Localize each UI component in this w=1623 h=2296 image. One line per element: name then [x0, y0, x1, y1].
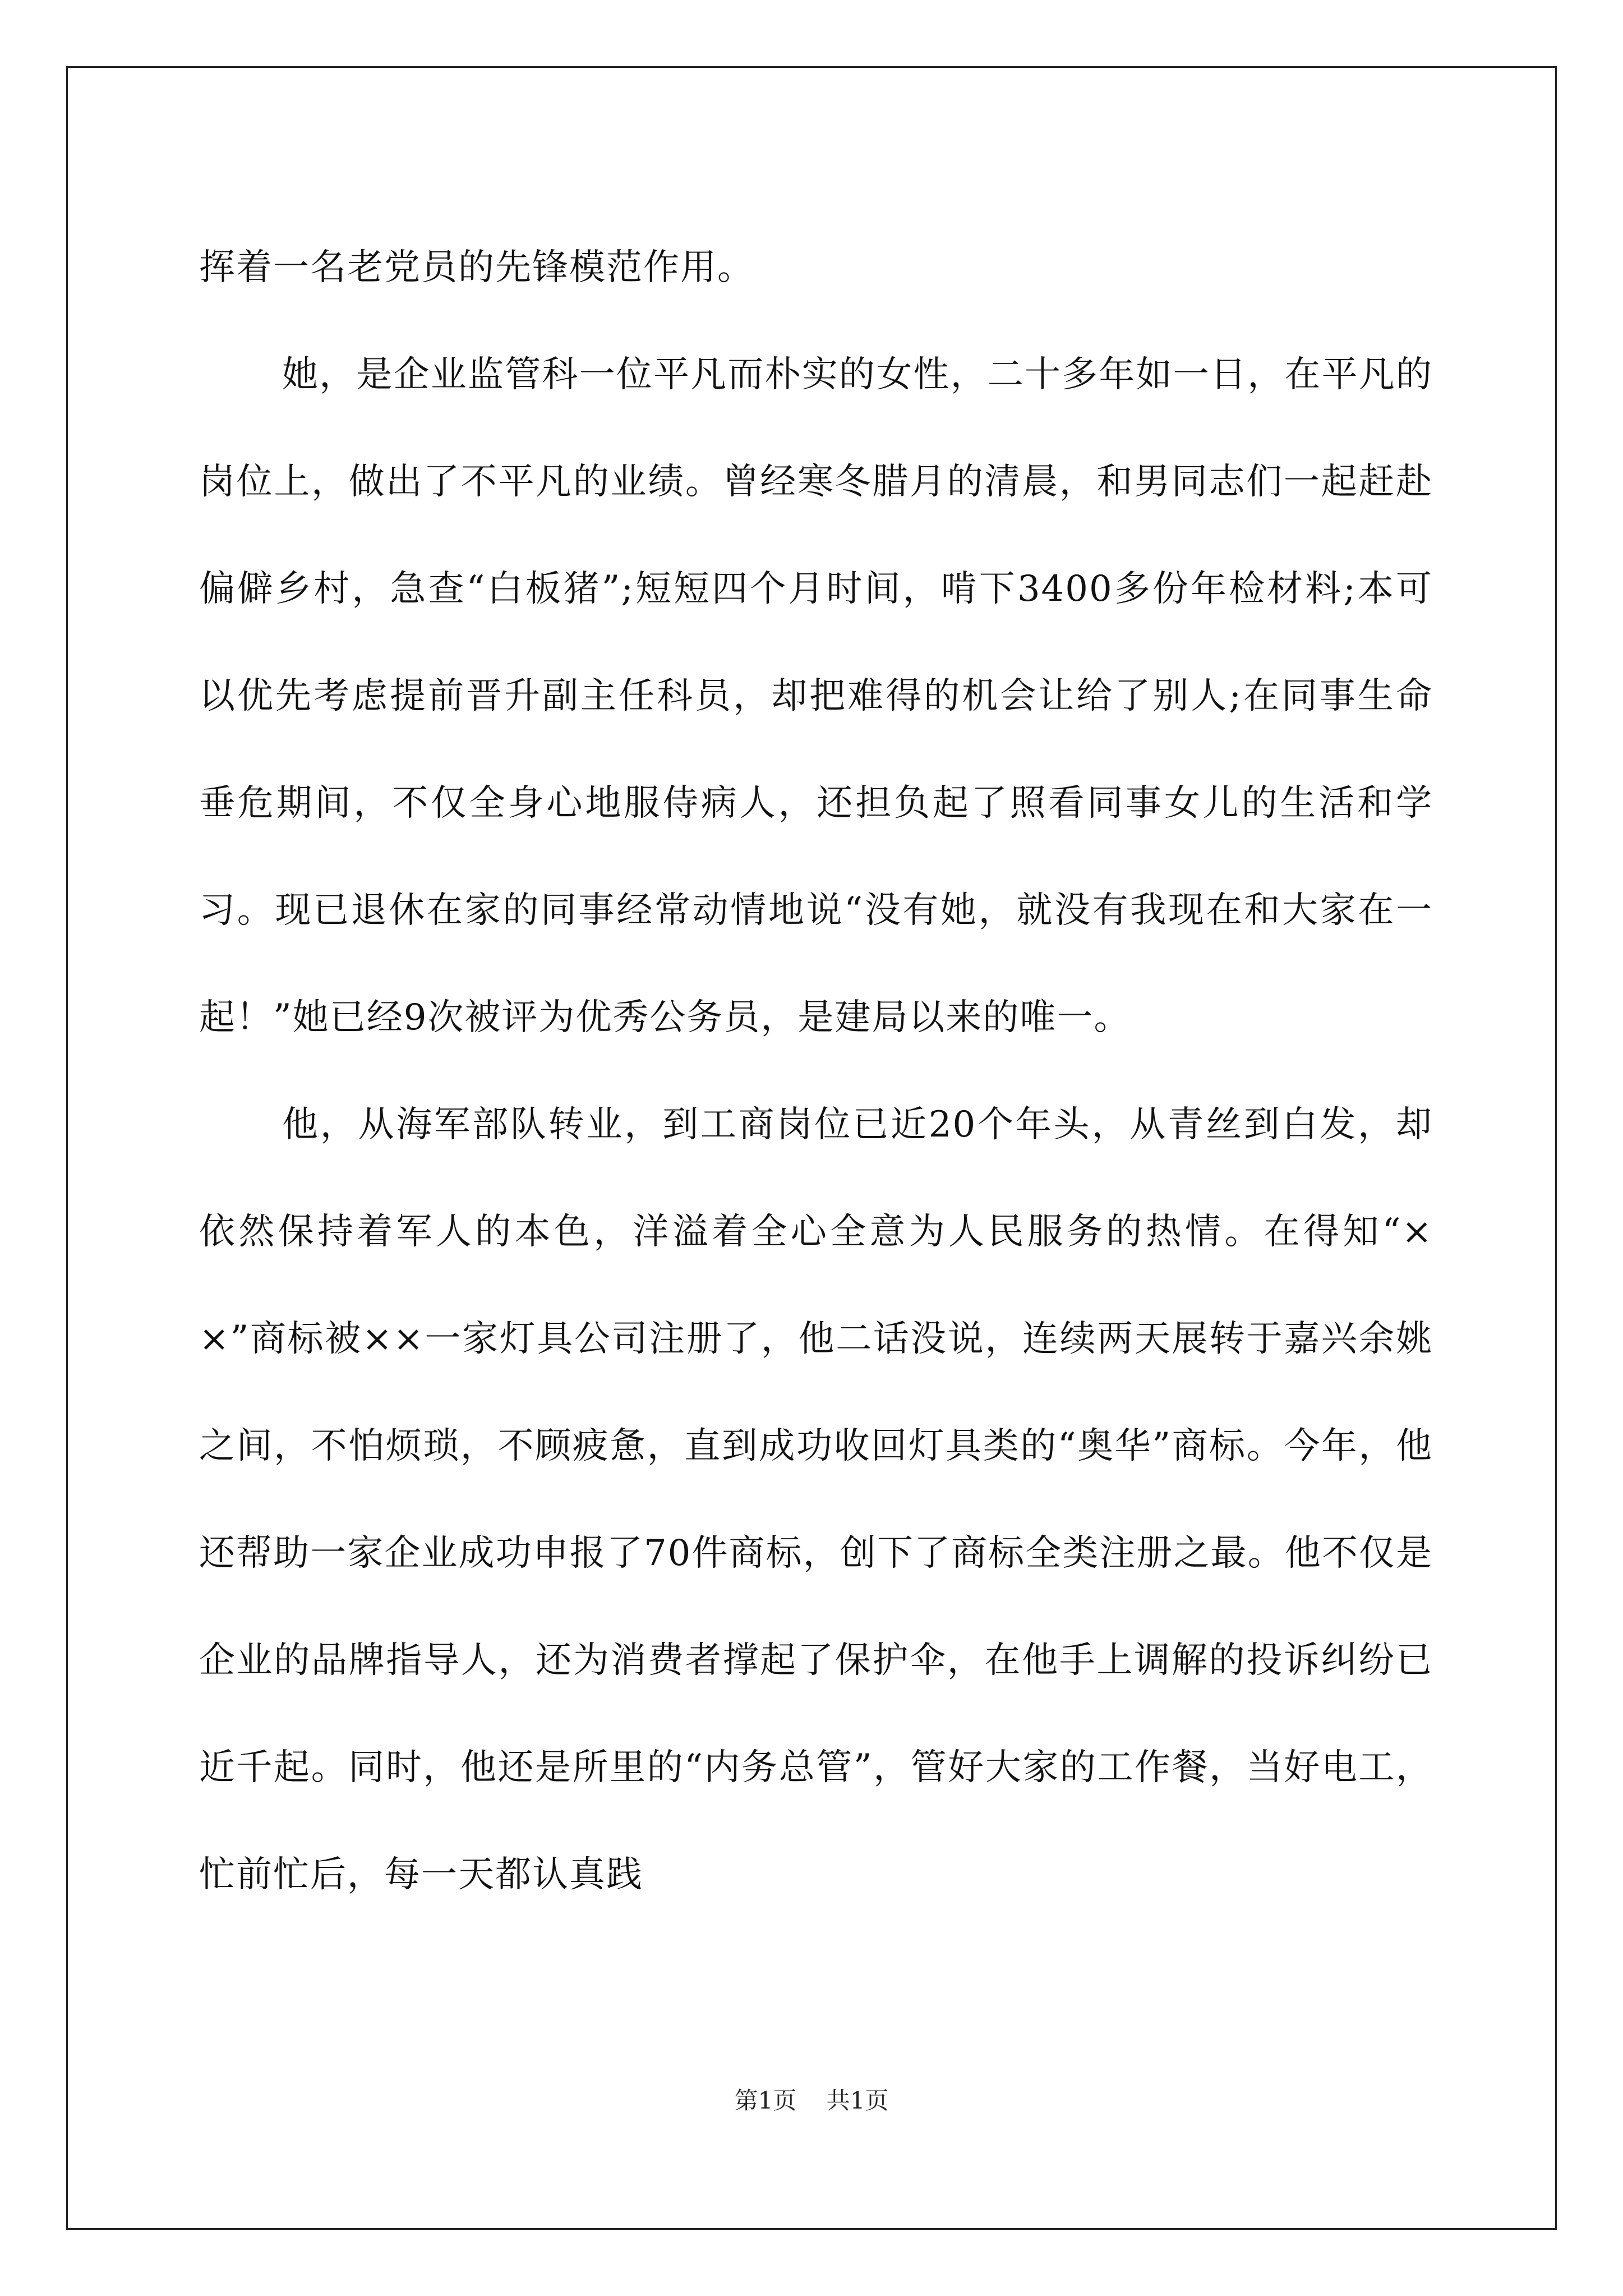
page-footer — [0, 2084, 1623, 2118]
paragraph-2: 她，是企业监管科一位平凡而朴实的女性，二十多年如一日，在平凡的岗位上，做出了不平凡的业绩。曾经寒冬腊月的清晨，和男同志们一起赶赴偏僻乡村，急查“白板猪”;短短四个月时间，啃下3400多份年检材料;本可以优先考虑提前晋升副主任科员，却把难得的机会让给了别人;在同事生命垂危期间，不仅全身心地服侍病人，还担负起了照看同事女儿的生活和学习。现已退休在家的同事经常动情地说“没有她，就没有我现在和大家在一起！”她已经9次被评为优秀公务员，是建局以来的唯一。 — [199, 354, 1433, 1038]
paragraph-3: 他，从海军部队转业，到工商岗位已近20个年头，从青丝到白发，却依然保持着军人的本色，洋溢着全心全意为人民服务的热情。在得知“××”商标被××一家灯具公司注册了，他二话没说，连续两天展转于嘉兴余姚之间，不怕烦琐，不顾疲惫，直到成功收回灯具类的“奥华”商标。今年，他还帮助一家企业成功申报了70件商标，创下了商标全类注册之最。他不仅是企业的品牌指导人，还为消费者撑起了保护伞，在他手上调解的投诉纠纷已近千起。同时，他还是所里的“内务总管”，管好大家的工作餐，当好电工，忙前忙后，每一天都认真践 — [199, 1104, 1433, 1895]
page-number-current: 第1页 — [734, 2087, 797, 2114]
document-body — [199, 214, 1433, 1929]
page-number-total: 共1页 — [826, 2087, 889, 2114]
paragraph-1: 挥着一名老党员的先锋模范作用。 — [199, 247, 754, 288]
